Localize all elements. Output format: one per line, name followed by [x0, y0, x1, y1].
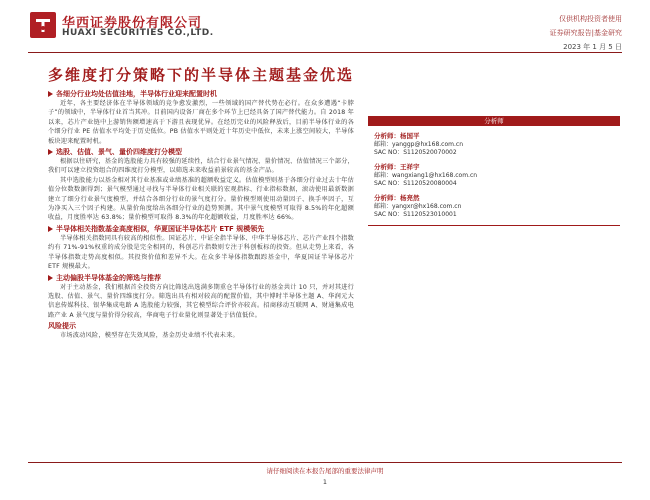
company-name-en: HUAXI SECURITIES CO.,LTD.	[62, 28, 214, 38]
analyst-name: 分析师：王祥宇	[374, 163, 420, 171]
huaxi-logo-icon	[30, 12, 56, 38]
company-name-cn: 华西证券股份有限公司	[62, 16, 203, 31]
section-heading: 主动偏股半导体基金的筛选与推荐	[48, 273, 354, 283]
section-heading: 风险提示	[48, 322, 76, 331]
header-divider	[28, 52, 622, 53]
analyst-panel	[368, 116, 620, 226]
analyst-card	[368, 194, 620, 219]
analyst-card	[368, 132, 620, 157]
section-risk	[48, 321, 354, 340]
section-index-funds	[48, 224, 354, 272]
legal-disclaimer-note: 请仔细阅读在本报告尾部的重要法律声明	[266, 467, 384, 475]
section-active-funds	[48, 273, 354, 321]
analyst-name: 分析师：杨国平	[374, 132, 420, 140]
report-title: 多维度打分策略下的半导体主题基金优选	[48, 66, 355, 84]
analyst-email[interactable]: 邮箱：yangxr@hx168.com.cn	[374, 203, 462, 210]
report-date: 2023 年 1 月 5 日	[563, 43, 622, 51]
analyst-sac: SAC NO：S1120520080004	[374, 180, 457, 187]
section-heading: 半导体相关指数基金高度相似，华夏国证半导体芯片 ETF 规模领先	[48, 224, 354, 234]
section-heading: 各细分行业均处估值洼地，半导体行业迎来配置时机	[48, 89, 354, 99]
section-paragraph: 半导体相关指数同具有较高的相似性。国证芯片、中证全指半导体、中华半导体芯片、芯片产业四个指数约有 71%-91%权重的成分股是完全相同的，科创芯片指数则专注于科创板标的投资。但从走势上来看，各半导体指数走势高度相似。其投资价值和差异不大。在众多半导体指数跟踪基金中，华夏国证半导体芯片 ETF 规模最大。	[48, 234, 354, 271]
analyst-sac: SAC NO：S1120520070002	[374, 149, 457, 156]
audience-note: 仅供机构投资者使用	[559, 15, 622, 23]
page-number: 1	[322, 478, 328, 486]
section-heading: 选股、估值、景气、量价四维度打分模型	[48, 147, 354, 157]
section-paragraph: 其中选股能力以基金相对其行业基准或业绩基准的超额收益定义。估值模型则基于各细分行业过去十年估值分位数数据得到；景气模型通过寻找与半导体行业相关联的宏观指标、行业指标数据，滚动使用最新数据建立了细分行业景气度模型，并结合各细分行业的景气度打分。量价模型则使用动量因子、换手率因子，互为净买入三个因子构建。从量价角度给出各细分行业的趋势预测。其中景气度模型可取得 8.5%的年化超额收益，月度胜率达 63.8%；量价模型可取得 8.3%的年化超额收益，月度胜率达 66%。	[48, 176, 354, 222]
section-model	[48, 147, 354, 223]
section-paragraph: 根据以往研究，基金的选股能力具有较强的延续性，结合行业景气情况、量价情况、估值情况三个部分，我们可以建立投资组合的四维度打分模型，以筛选未来收益前景较高的基金产品。	[48, 158, 354, 175]
section-paragraph: 近年，各主要经济体在半导体领域的竞争愈发激烈，一些领域的国产替代势在必行。在众多遭遇“卡脖子”的领域中，半导体行业首当其冲。目前国内设备厂商在多个环节上已经具备了国产替代能力。自 2018 年以来，芯片产业链中上游销售额增速高于下游且表现优异。在经历完业的风险释放后，目前半导体行业的各个细分行业 PE 估值水平均处于历史低位。PB 估值水平则处近十年历史中低位，未来上涨空间较大，半导体板块迎来配置时机。	[48, 100, 354, 145]
report-category: 证券研究报告|基金研究	[549, 29, 622, 37]
analyst-email[interactable]: 邮箱：yanggp@hx168.com.cn	[374, 141, 463, 148]
analyst-sac: SAC NO：S1120523010001	[374, 211, 457, 218]
section-valuation	[48, 89, 354, 146]
footer-divider	[28, 462, 622, 463]
analyst-panel-title: 分析师	[368, 116, 620, 126]
section-paragraph: 市场波动风险，模型存在失效风险，基金历史业绩不代表未来。	[60, 332, 239, 340]
report-body	[48, 88, 354, 341]
section-paragraph: 对于主动基金，我们根据首全投资方向比筛选出选满多期重仓半导体行业的基金共计 10 只，并对其进行选股、估值、景气、量价四维度打分。筛选出具有相对较高的配置价值，其中博时半导体主题 A、华润元大信息传媒科技、银华集成电路 A 选股能力较强，其它模型综合评价亦较高。招商移动互联网 A、财通集成电路产业 A 景气度与量价得分较高，华商电子行业量化则显著处于估值低位。	[48, 283, 354, 319]
analyst-card	[368, 163, 620, 188]
analyst-email[interactable]: 邮箱：wangxiang1@hx168.com.cn	[374, 172, 478, 179]
analyst-name: 分析师：杨亮然	[374, 194, 420, 202]
analyst-panel-divider	[368, 225, 620, 226]
